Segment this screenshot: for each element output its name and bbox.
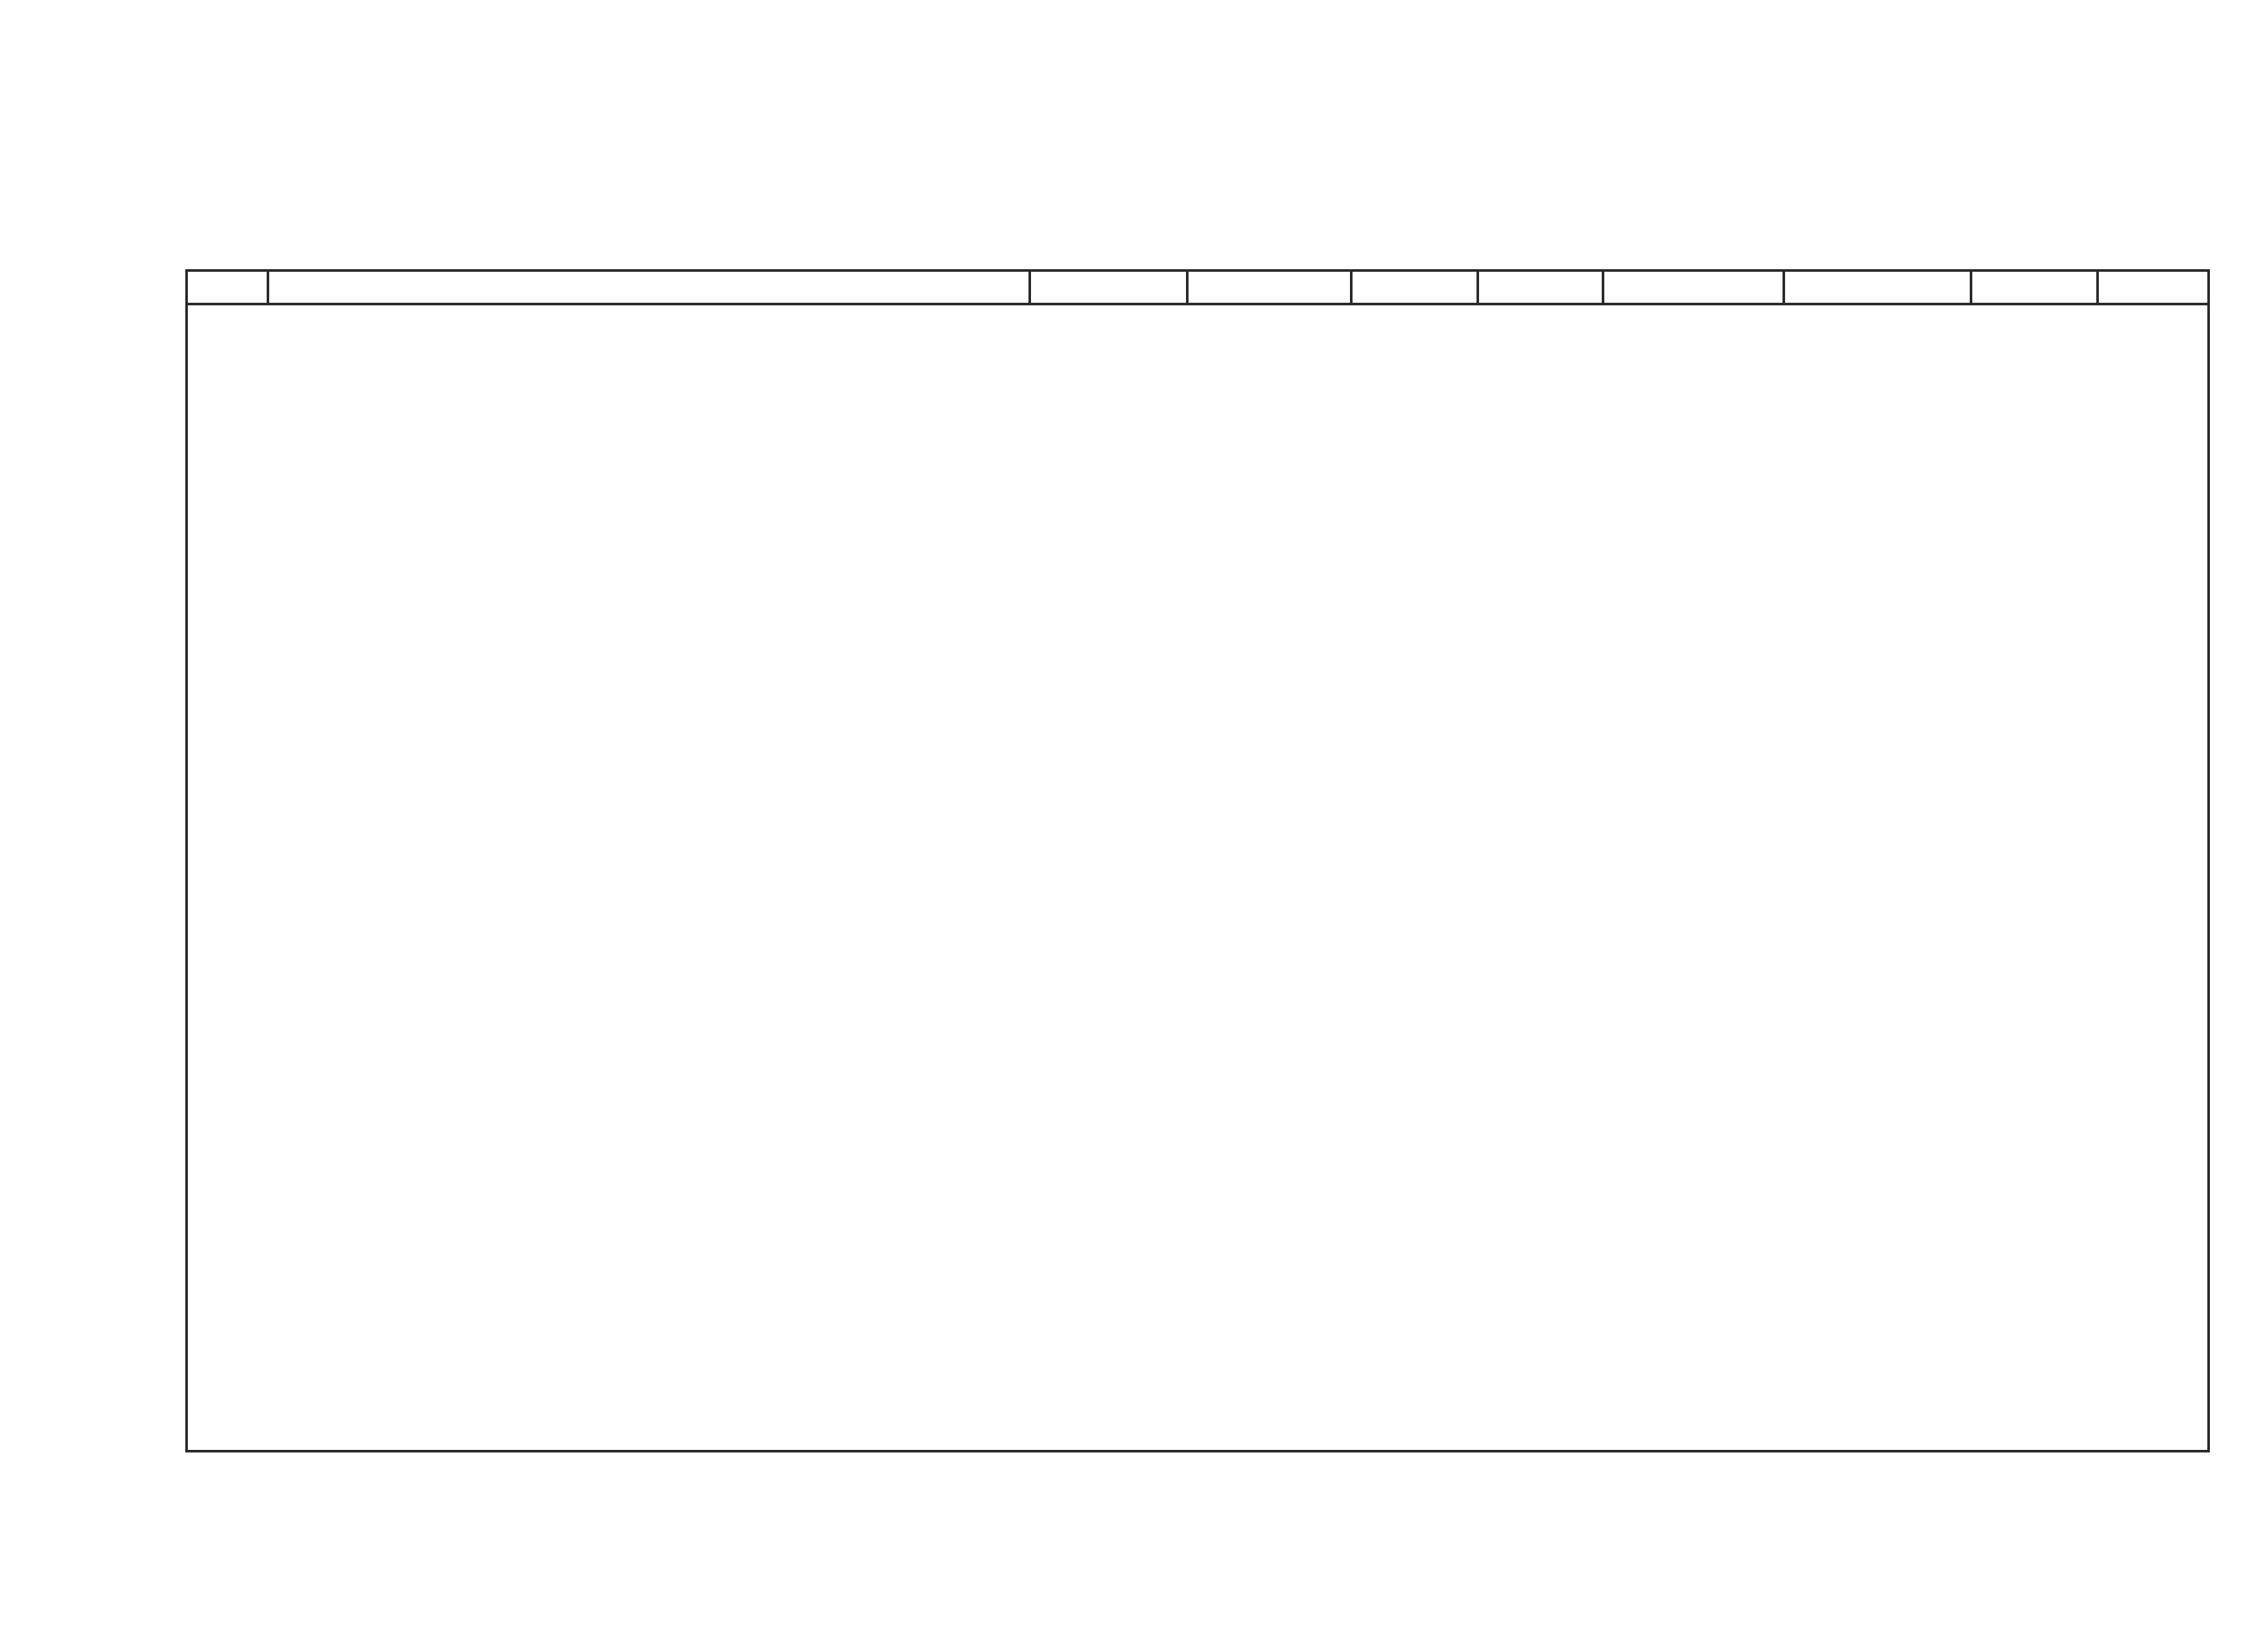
column-header-d[interactable] xyxy=(1353,272,1479,303)
column-header-b[interactable] xyxy=(1031,272,1189,303)
column-header-g[interactable] xyxy=(1785,272,1972,303)
column-header-a[interactable] xyxy=(269,272,1031,303)
spreadsheet-table xyxy=(185,269,2210,1452)
column-header-h[interactable] xyxy=(1972,272,2099,303)
column-header-i[interactable] xyxy=(2099,272,2207,303)
column-header-row xyxy=(188,272,2207,305)
column-header-e[interactable] xyxy=(1479,272,1604,303)
column-header-c[interactable] xyxy=(1189,272,1353,303)
corner-cell xyxy=(188,272,269,303)
column-header-f[interactable] xyxy=(1604,272,1785,303)
